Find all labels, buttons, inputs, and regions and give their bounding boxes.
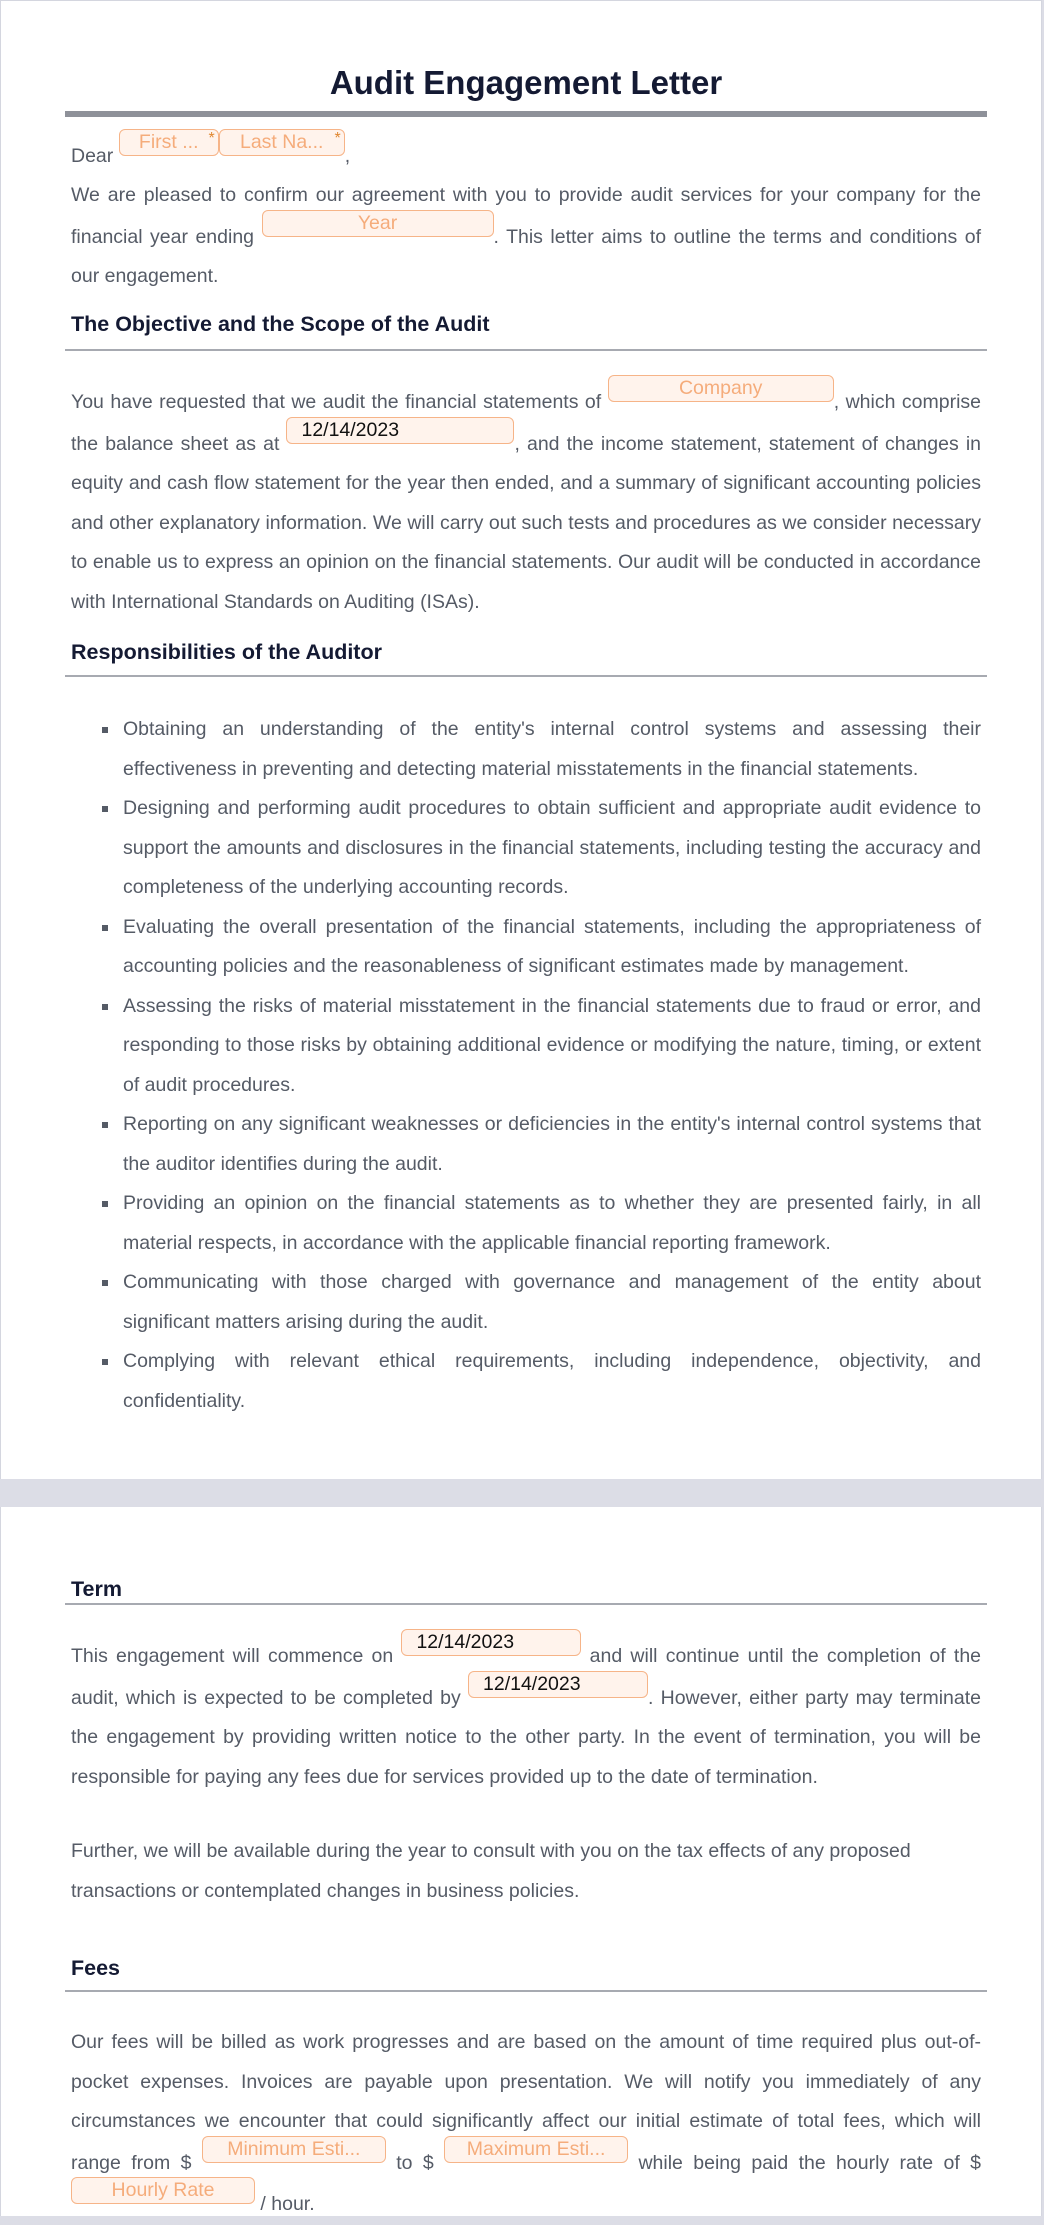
objective-divider xyxy=(65,349,987,351)
greeting-line xyxy=(71,130,981,177)
responsibilities-divider xyxy=(65,675,987,677)
start-date-field[interactable]: 12/14/2023 xyxy=(401,1629,581,1656)
company-field[interactable]: Company xyxy=(608,375,834,402)
required-mark: * xyxy=(208,130,215,147)
last-name-field[interactable] xyxy=(219,129,345,156)
list-item: Evaluating the overall presentation of the financial statements, including the appropriateness of accounting policies and the reasonableness of significant estimates made by management. xyxy=(71,908,981,987)
intro-paragraph xyxy=(71,176,981,297)
list-item: Complying with relevant ethical requirements, including independence, objectivity, and confidentiality. xyxy=(71,1342,981,1421)
first-name-field[interactable] xyxy=(119,129,219,156)
responsibilities-heading: Responsibilities of the Auditor xyxy=(71,640,382,664)
list-item: Reporting on any significant weaknesses or deficiencies in the entity's internal control systems that the auditor identifies during the audit. xyxy=(71,1105,981,1184)
list-item: Assessing the risks of material misstatement in the financial statements due to fraud or error, and responding to those risks by obtaining additional evidence or modifying the nature, timing, or extent of audit procedures. xyxy=(71,987,981,1106)
objective-text-2: , which comprise the balance sheet as at xyxy=(71,391,982,455)
term-text-3: . However, either party may terminate the engagement by providing written notice to the other party. In the event of termination, you will be responsible for paying any fees due for services provided up to the date of termination. xyxy=(71,1686,982,1788)
objective-paragraph xyxy=(71,377,982,622)
list-item: Communicating with those charged with governance and management of the entity about significant matters arising during the audit. xyxy=(71,1263,981,1342)
objective-text-3: , and the income statement, statement of changes in equity and cash flow statement for the year then ended, and a summary of significant accounting policies and other explanatory information. We will carry out such tests and procedures as we consider necessary to enable us to express an opinion on the financial statements. Our audit will be conducted in accordance with International Standards on Auditing (ISAs). xyxy=(71,432,981,613)
fees-text-2: to $ xyxy=(396,2151,434,2174)
term-text-2: and will continue until the completion of the audit, which is expected to be completed by xyxy=(71,1645,982,1709)
year-field[interactable]: Year xyxy=(262,210,494,237)
maximum-estimate-field[interactable]: Maximum Esti... xyxy=(444,2136,628,2163)
responsibilities-list xyxy=(71,710,981,1421)
term-divider xyxy=(65,1603,987,1605)
document-page-2 xyxy=(0,1507,1042,2216)
hourly-rate-field[interactable]: Hourly Rate xyxy=(71,2177,255,2204)
objective-heading: The Objective and the Scope of the Audit xyxy=(71,312,490,336)
fees-heading: Fees xyxy=(71,1956,121,1980)
last-name-placeholder: Last Na... xyxy=(239,131,324,153)
first-name-placeholder: First ... xyxy=(138,131,199,153)
list-item: Designing and performing audit procedures to obtain sufficient and appropriate audit evidence to support the amounts and disclosures in the financial statements, including testing the accuracy and completeness of the underlying accounting records. xyxy=(71,789,981,908)
document-title: Audit Engagement Letter xyxy=(329,64,723,101)
title-divider xyxy=(65,111,987,117)
greeting-dear: Dear xyxy=(71,145,114,167)
term-paragraph xyxy=(71,1631,982,1797)
intro-text-before: We are pleased to confirm our agreement with you to provide audit services for your company for the financial year ending xyxy=(71,184,981,248)
greeting-comma: , xyxy=(344,145,351,167)
term-heading: Term xyxy=(71,1577,122,1601)
end-date-field[interactable]: 12/14/2023 xyxy=(468,1671,648,1698)
fees-text-1: Our fees will be billed as work progresses and are based on the amount of time required plus out-of-pocket expenses. Invoices are payable upon presentation. We will notify you immediately of any circumstances we encounter that could significantly affect our initial estimate of total fees, which will range from $ xyxy=(71,2031,981,2174)
term-text-1: This engagement will commence on xyxy=(71,1645,394,1667)
fees-divider xyxy=(65,1990,987,1992)
balance-sheet-date-field[interactable]: 12/14/2023 xyxy=(286,417,514,444)
fees-paragraph xyxy=(71,2023,981,2225)
fees-text-3: while being paid the hourly rate of $ xyxy=(638,2151,981,2174)
term-paragraph-2: Further, we will be available during the year to consult with you on the tax effects of any proposed transactions or contemplated changes in business policies. xyxy=(71,1840,911,1902)
list-item: Obtaining an understanding of the entity's internal control systems and assessing their effectiveness in preventing and detecting material misstatements in the financial statements. xyxy=(71,710,981,789)
fees-text-4: / hour. xyxy=(260,2193,315,2215)
intro-text-after: . This letter aims to outline the terms and conditions of our engagement. xyxy=(71,225,982,287)
minimum-estimate-field[interactable]: Minimum Esti... xyxy=(202,2136,386,2163)
list-item: Providing an opinion on the financial statements as to whether they are presented fairly, in all material respects, in accordance with the applicable financial reporting framework. xyxy=(71,1184,981,1263)
required-mark: * xyxy=(334,130,341,147)
objective-text-1: You have requested that we audit the financial statements of xyxy=(71,391,602,413)
